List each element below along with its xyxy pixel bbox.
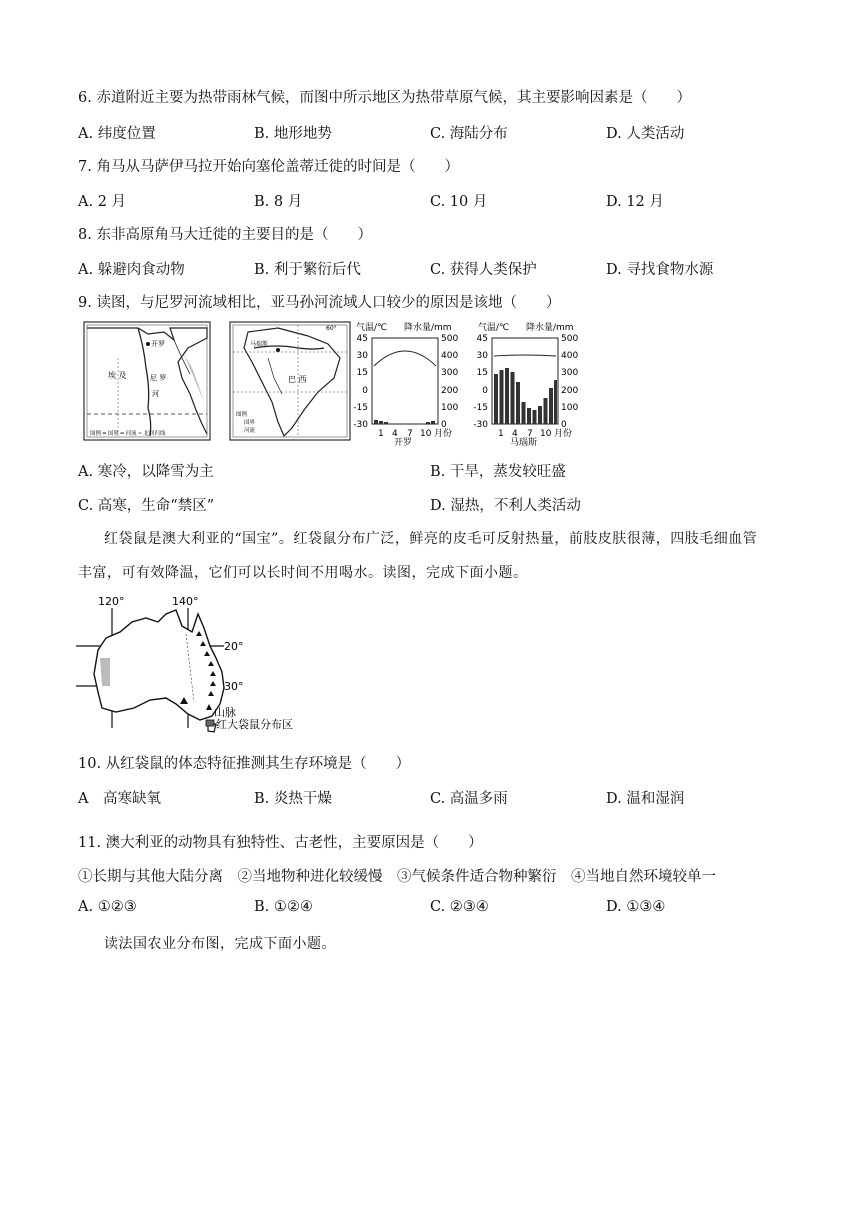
q10-option-d: D. 温和湿润 xyxy=(606,791,685,807)
cairo-ytick-l-2: 15 xyxy=(356,368,368,378)
manaus-ytick-r-1: 400 xyxy=(561,351,579,361)
q6-stem: 6. 赤道附近主要为热带雨林气候，而图中所示地区为热带草原气候，其主要影响因素是（ ） xyxy=(78,90,691,106)
q9-figure xyxy=(78,318,598,448)
q9-option-a: A. 寒冷，以降雪为主 xyxy=(78,464,214,480)
cairo-xtick-1: 4 xyxy=(392,429,398,439)
manaus-precip-bars xyxy=(494,368,557,424)
cairo-ytick-r-1: 400 xyxy=(441,351,459,361)
q11-stem: 11. 澳大利亚的动物具有独特性、古老性，主要原因是（ ） xyxy=(78,835,483,851)
cairo-chart-y-left-label: 气温/℃ xyxy=(356,323,388,333)
egypt-map xyxy=(84,322,210,440)
q9-stem: 9. 读图，与尼罗河流域相比，亚马孙河流域人口较少的原因是该地（ ） xyxy=(78,295,561,311)
cairo-xunit: 月份 xyxy=(434,429,453,439)
q10-option-a: A 高寒缺氧 xyxy=(78,791,161,807)
q9-option-d: D. 湿热，不利人类活动 xyxy=(430,498,581,514)
q6-option-a: A. 纬度位置 xyxy=(78,126,156,142)
q6-option-c: C. 海陆分布 xyxy=(430,126,508,142)
q8-option-a: A. 躲避肉食动物 xyxy=(78,262,185,278)
manaus-chart-y-right-label: 降水量/mm xyxy=(526,323,574,333)
manaus-xunit: 月份 xyxy=(554,429,573,439)
q6-option-d: D. 人类活动 xyxy=(606,126,685,142)
manaus-xtick-1: 4 xyxy=(512,429,518,439)
sa-map-legend-river: 河流 xyxy=(244,428,256,434)
egypt-map-label-cairo: 开罗 xyxy=(151,340,165,348)
aus-legend-mountain: 山脉 xyxy=(214,706,236,719)
manaus-ytick-l-0: 45 xyxy=(476,334,488,344)
q7-stem: 7. 角马从马萨伊马拉开始向塞伦盖蒂迁徙的时间是（ ） xyxy=(78,159,459,175)
cairo-chart-title: 开罗 xyxy=(394,438,413,448)
manaus-ytick-r-3: 200 xyxy=(561,386,579,396)
manaus-xtick-3: 10 xyxy=(540,429,552,439)
manaus-chart-title: 马瑙斯 xyxy=(510,438,538,448)
q10-stem: 10. 从红袋鼠的体态特征推测其生存环境是（ ） xyxy=(78,756,411,772)
q7-option-d: D. 12 月 xyxy=(606,194,664,210)
q7-option-a: A. 2 月 xyxy=(78,194,127,210)
cairo-chart-y-right-label: 降水量/mm xyxy=(404,323,452,333)
cairo-ytick-r-3: 200 xyxy=(441,386,459,396)
south-america-map xyxy=(230,322,350,440)
q8-stem: 8. 东非高原角马大迁徙的主要目的是（ ） xyxy=(78,227,372,243)
passage-kangaroo-line2: 丰富，可有效降温，它们可以长时间不用喝水。读图，完成下面小题。 xyxy=(78,565,528,581)
q10-option-c: C. 高温多雨 xyxy=(430,791,508,807)
cairo-ytick-l-4: -15 xyxy=(353,403,368,413)
manaus-chart-y-left-label: 气温/℃ xyxy=(478,323,510,333)
cairo-temp-line xyxy=(374,351,436,366)
manaus-ytick-r-5: 0 xyxy=(561,420,567,430)
cairo-ytick-r-2: 300 xyxy=(441,368,459,378)
q7-option-b: B. 8 月 xyxy=(254,194,303,210)
passage-france: 读法国农业分布图，完成下面小题。 xyxy=(104,936,336,952)
q11-option-a: A. ①②③ xyxy=(78,899,137,915)
sa-map-label-brazil: 巴 西 xyxy=(288,375,307,384)
aus-lat-20: 20° xyxy=(224,640,244,653)
manaus-ytick-l-3: 0 xyxy=(482,386,488,396)
manaus-xtick-0: 1 xyxy=(498,429,504,439)
manaus-temp-line xyxy=(494,355,556,356)
q11-option-d: D. ①③④ xyxy=(606,899,666,915)
manaus-ytick-l-2: 15 xyxy=(476,368,488,378)
q6-option-b: B. 地形地势 xyxy=(254,126,332,142)
passage-kangaroo-line1: 红袋鼠是澳大利亚的“国宝”。红袋鼠分布广泛，鲜亮的皮毛可反射热量，前肢皮肤很薄，四肢毛细血管 xyxy=(104,531,758,547)
manaus-xtick-2: 7 xyxy=(527,429,533,439)
cairo-ytick-l-1: 30 xyxy=(356,351,368,361)
cairo-climate-chart xyxy=(353,321,458,448)
cairo-ytick-r-0: 500 xyxy=(441,334,459,344)
cairo-ytick-l-3: 0 xyxy=(362,386,368,396)
cairo-ytick-l-5: -30 xyxy=(353,420,368,430)
egypt-map-label-river: 河 xyxy=(152,390,159,398)
sa-map-legend-title: 图例 xyxy=(236,412,248,418)
cairo-xtick-0: 1 xyxy=(378,429,384,439)
sa-map-legend-border: 国界 xyxy=(244,420,256,426)
manaus-ytick-r-0: 500 xyxy=(561,334,579,344)
q11-statements: ①长期与其他大陆分离 ②当地物种进化较缓慢 ③气候条件适合物种繁衍 ④当地自然环境较单一 xyxy=(78,869,716,885)
q11-option-b: B. ①②④ xyxy=(254,899,313,915)
kangaroo-area-legend-icon xyxy=(206,720,214,726)
aus-lon-120: 120° xyxy=(98,595,125,608)
manaus-ytick-l-5: -30 xyxy=(473,420,488,430)
cairo-ytick-l-0: 45 xyxy=(356,334,368,344)
egypt-map-label-nile: 尼 罗 xyxy=(150,374,167,382)
aus-lat-30: 30° xyxy=(224,680,244,693)
cairo-ytick-r-5: 0 xyxy=(441,420,447,430)
manaus-ytick-r-4: 100 xyxy=(561,403,579,413)
australia-map xyxy=(76,592,346,734)
sa-map-label-manaus: 马瑞斯 xyxy=(250,341,269,348)
q9-option-b: B. 干旱，蒸发较旺盛 xyxy=(430,464,566,480)
sa-map-degree: 60° xyxy=(326,325,337,332)
manaus-climate-chart xyxy=(473,321,578,448)
egypt-map-legend: 图例 ━ 国界 ━ 河流 ┅ 北回归线 xyxy=(90,431,166,437)
cairo-precip-bars xyxy=(374,420,435,424)
q10-option-b: B. 炎热干燥 xyxy=(254,791,332,807)
q8-option-d: D. 寻找食物水源 xyxy=(606,262,714,278)
q7-option-c: C. 10 月 xyxy=(430,194,488,210)
q8-option-c: C. 获得人类保护 xyxy=(430,262,537,278)
manaus-ytick-l-1: 30 xyxy=(476,351,488,361)
aus-lon-140: 140° xyxy=(172,595,199,608)
egypt-map-label-egypt: 埃 及 xyxy=(108,371,127,380)
q11-option-c: C. ②③④ xyxy=(430,899,489,915)
q8-option-b: B. 利于繁衍后代 xyxy=(254,262,361,278)
manaus-ytick-l-4: -15 xyxy=(473,403,488,413)
q9-option-c: C. 高寒，生命“禁区” xyxy=(78,498,215,514)
cairo-ytick-r-4: 100 xyxy=(441,403,459,413)
manaus-ytick-r-2: 300 xyxy=(561,368,579,378)
cairo-xtick-3: 10 xyxy=(420,429,432,439)
aus-legend-kangaroo: 红大袋鼠分布区 xyxy=(216,718,293,731)
cairo-xtick-2: 7 xyxy=(407,429,413,439)
